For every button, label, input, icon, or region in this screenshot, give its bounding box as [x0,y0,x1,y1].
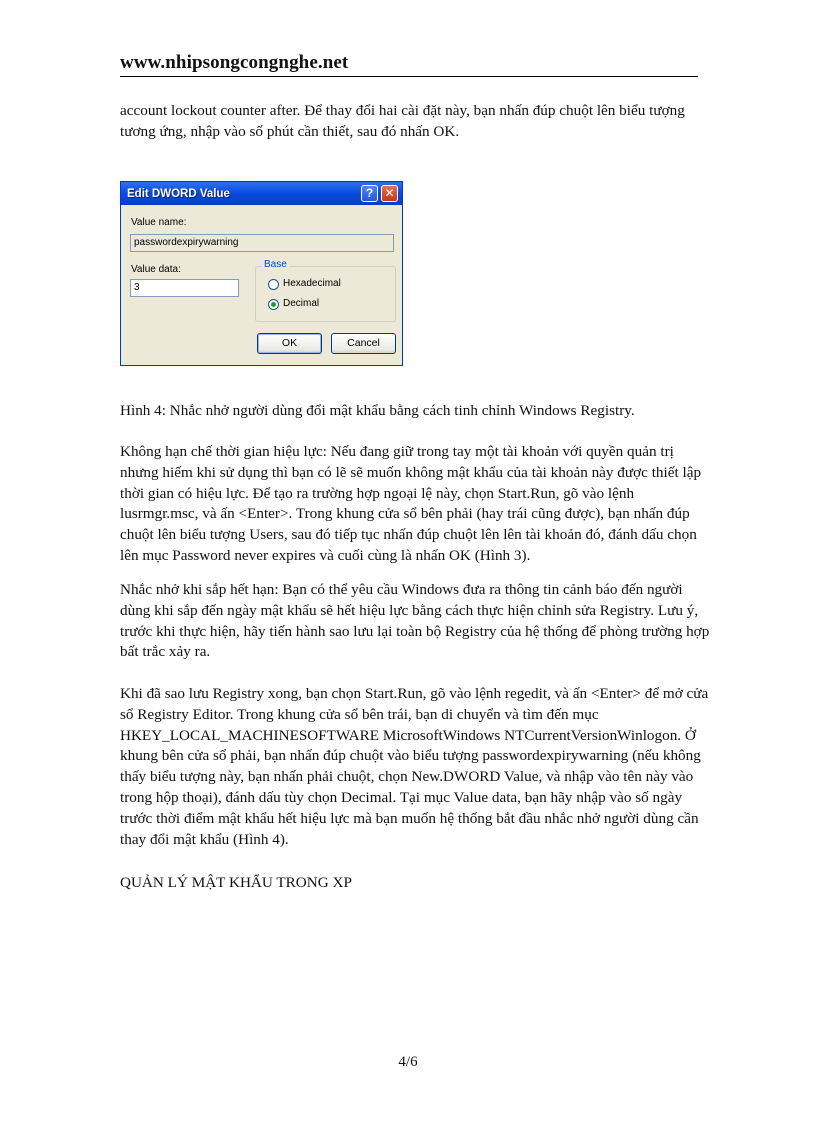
site-url: www.nhipsongcongnghe.net [120,52,349,73]
paragraph-intro: account lockout counter after. Để thay đổi hai cài đặt này, bạn nhấn đúp chuột lên biểu tượng tương ứng, nhập vào số phút cần thiết, sau đó nhấn OK. [120,102,685,140]
figure-caption: Hình 4: Nhắc nhở người dùng đổi mật khẩu bằng cách tinh chỉnh Windows Registry. [120,402,635,419]
section-heading: QUẢN LÝ MẬT KHẨU TRONG XP [120,874,352,891]
close-icon: ✕ [384,186,395,200]
value-data-label: Value data: [131,264,181,275]
base-groupbox [255,259,396,322]
hexadecimal-radio[interactable] [268,279,279,290]
page-number: 4/6 [398,1054,418,1070]
value-name-field[interactable]: passwordexpirywarning [130,234,394,252]
page-header [120,52,698,77]
edit-dword-dialog [120,181,403,366]
paragraph-registry-steps: Khi đã sao lưu Registry xong, bạn chọn Start.Run, gõ vào lệnh regedit, và ấn <Enter> để mở cửa sổ Registry Editor. Trong khung cửa sổ bên trái, bạn di chuyển và tìm đến mục HKEY_LOCAL_MACHINESOFTWARE MicrosoftWindows NTCurrentVersionWinlogon. Ở khung bên cửa sổ phải, bạn nhấn đúp chuột vào biểu tượng passwordexpirywarning (nếu không thấy biểu tượng này, bạn nhấn phải chuột, chọn New.DWORD Value, và nhập vào tên này vào trong hộp thoại), đánh dấu tùy chọn Decimal. Tại mục Value data, bạn hãy nhập vào số ngày trước thời điểm mật khẩu hết hiệu lực mà bạn muốn hệ thống bắt đầu nhắc nhở người dùng cần thay đổi mật khẩu (Hình 4). [120,685,709,848]
value-name-label: Value name: [131,217,187,228]
paragraph-no-expiry: Không hạn chế thời gian hiệu lực: Nếu đang giữ trong tay một tài khoản với quyền quản trị nhưng hiếm khi sử dụng thì bạn có lẽ sẽ muốn không mật khẩu của tài khoản này được thiết lập thời gian có hiệu lực. Để tạo ra trường hợp ngoại lệ này, chọn Start.Run, gõ vào lệnh lusrmgr.msc, và ấn <Enter>. Trong khung cửa sổ bên phải (hay trái cũng được), bạn nhấn đúp chuột lên biểu tượng Users, sau đó tiếp tục nhấn đúp chuột lên lên tài khoản đó, đánh dấu chọn lên mục Password never expires và cuối cùng là nhấn OK (Hình 3). [120,443,702,564]
help-icon: ? [365,186,374,200]
ok-button[interactable]: OK [257,333,322,354]
hexadecimal-label: Hexadecimal [283,278,341,289]
decimal-radio[interactable] [268,299,279,310]
decimal-label: Decimal [283,298,320,309]
help-button[interactable] [361,185,378,202]
cancel-button[interactable]: Cancel [331,333,396,354]
paragraph-expiry-warning: Nhắc nhở khi sắp hết hạn: Bạn có thể yêu cầu Windows đưa ra thông tin cảnh báo đến người dùng khi sắp đến ngày mật khẩu sẽ hết hiệu lực bằng cách thực hiện chỉnh sửa Registry. Lưu ý, trước khi thực hiện, hãy tiến hành sao lưu lại toàn bộ Registry của hệ thống để phòng trường hợp bất trắc xảy ra. [120,581,710,661]
value-data-input[interactable]: 3 [130,279,239,297]
dialog-title: Edit DWORD Value [127,187,230,200]
base-legend: Base [264,259,287,270]
dialog-titlebar [121,182,402,205]
close-button[interactable] [381,185,398,202]
